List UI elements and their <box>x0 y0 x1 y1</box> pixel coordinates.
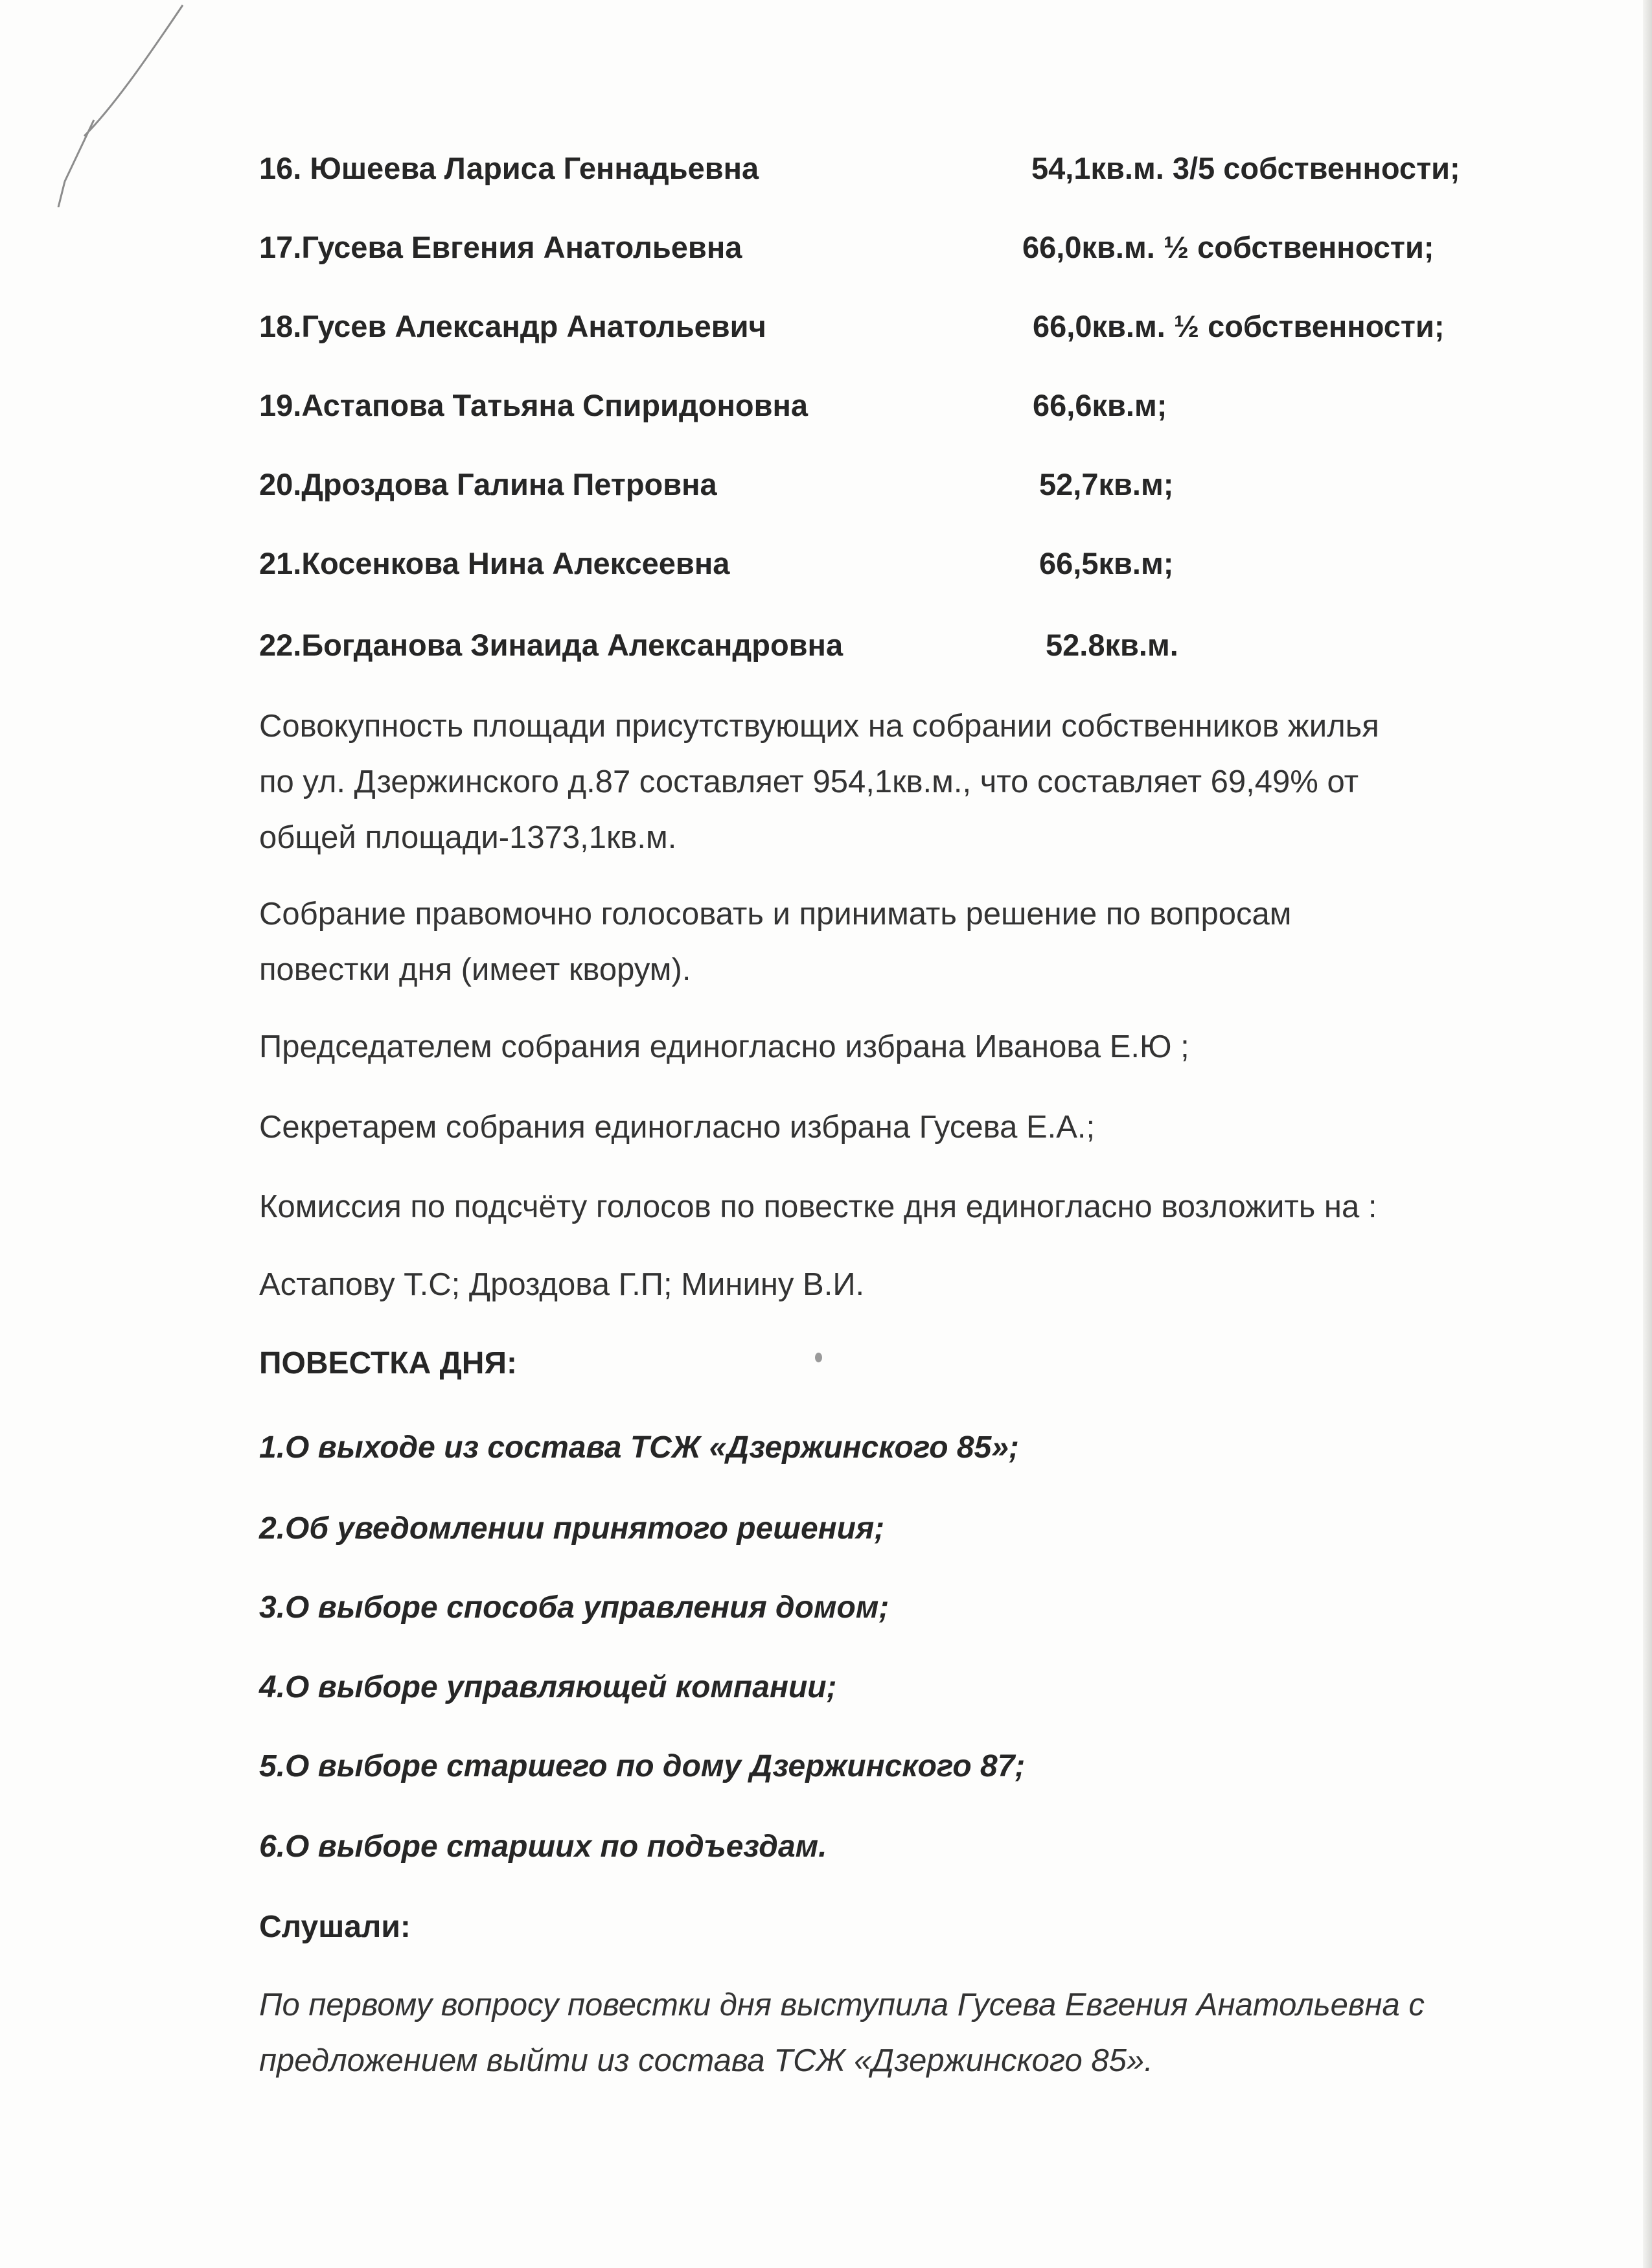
secretary-text: Секретарем собрания единогласно избрана Гусева Е.А.; <box>259 1110 1096 1145</box>
owner-row <box>259 225 1529 270</box>
agenda-heading: ПОВЕСТКА ДНЯ: <box>259 1346 517 1380</box>
owner-row <box>259 623 1529 668</box>
heard-line: По первому вопросу повестки дня выступила Гусева Евгения Анатольевна с <box>259 1987 1425 2022</box>
owner-name: 18.Гусев Александр Анатольевич <box>259 309 766 343</box>
owner-row <box>259 304 1529 349</box>
owner-area: 52.8кв.м. <box>1046 628 1178 662</box>
quorum-line: Собрание правомочно голосовать и принимать решение по вопросам <box>259 897 1292 932</box>
scan-edge-right <box>1643 0 1652 2268</box>
owner-name: 22.Богданова Зинаида Александровна <box>259 628 843 662</box>
agenda-item: 4.О выборе управляющей компании; <box>259 1670 837 1704</box>
owner-area: 52,7кв.м; <box>1039 467 1174 501</box>
owner-area: 66,0кв.м. ½ собственности; <box>1022 230 1434 264</box>
scan-edge-mark <box>39 0 188 207</box>
agenda-item: 2.Об уведомлении принятого решения; <box>259 1511 885 1546</box>
owner-name: 17.Гусева Евгения Анатольевна <box>259 230 742 264</box>
owner-name: 16. Юшеева Лариса Геннадьевна <box>259 151 759 185</box>
owner-area: 66,5кв.м; <box>1039 546 1174 580</box>
chairman-line <box>259 1019 1529 1075</box>
area-summary-paragraph <box>259 698 1529 865</box>
owner-area: 66,6кв.м; <box>1033 388 1167 422</box>
area-summary-line: по ул. Дзержинского д.87 составляет 954,1кв.м., что составляет 69,49% от <box>259 764 1359 799</box>
heard-paragraph <box>259 1977 1425 2089</box>
commission-members-line <box>259 1257 1529 1312</box>
owner-name: 21.Косенкова Нина Алексеевна <box>259 546 730 580</box>
owner-row <box>259 541 1529 586</box>
area-summary-line: Совокупность площади присутствующих на собрании собственников жилья <box>259 709 1379 744</box>
owner-name: 20.Дроздова Галина Петровна <box>259 467 717 501</box>
scan-speck <box>815 1353 822 1362</box>
owner-row <box>259 383 1529 428</box>
area-summary-line: общей площади-1373,1кв.м. <box>259 820 677 855</box>
owner-area: 54,1кв.м. 3/5 собственности; <box>1031 151 1460 185</box>
agenda-item: 6.О выборе старших по подъездам. <box>259 1829 827 1864</box>
owner-name: 19.Астапова Татьяна Спиридоновна <box>259 388 809 422</box>
commission-line <box>259 1179 1529 1235</box>
agenda-item: 3.О выборе способа управления домом; <box>259 1590 889 1625</box>
commission-members-text: Астапову Т.С; Дроздова Г.П; Минину В.И. <box>259 1267 865 1302</box>
agenda-item: 5.О выборе старшего по дому Дзержинского 87; <box>259 1749 1026 1783</box>
owner-area: 66,0кв.м. ½ собственности; <box>1033 309 1445 343</box>
owner-row <box>259 146 1529 191</box>
quorum-paragraph <box>259 886 1529 998</box>
chairman-text: Председателем собрания единогласно избрана Иванова Е.Ю ; <box>259 1029 1189 1064</box>
commission-text: Комиссия по подсчёту голосов по повестке дня единогласно возложить на : <box>259 1189 1377 1224</box>
heard-line: предложением выйти из состава ТСЖ «Дзержинского 85». <box>259 2043 1153 2078</box>
quorum-line: повестки дня (имеет кворум). <box>259 952 691 987</box>
heard-heading: Слушали: <box>259 1910 411 1944</box>
secretary-line <box>259 1099 1529 1155</box>
owner-row <box>259 462 1529 507</box>
agenda-item: 1.О выходе из состава ТСЖ «Дзержинского 85»; <box>259 1430 1019 1465</box>
